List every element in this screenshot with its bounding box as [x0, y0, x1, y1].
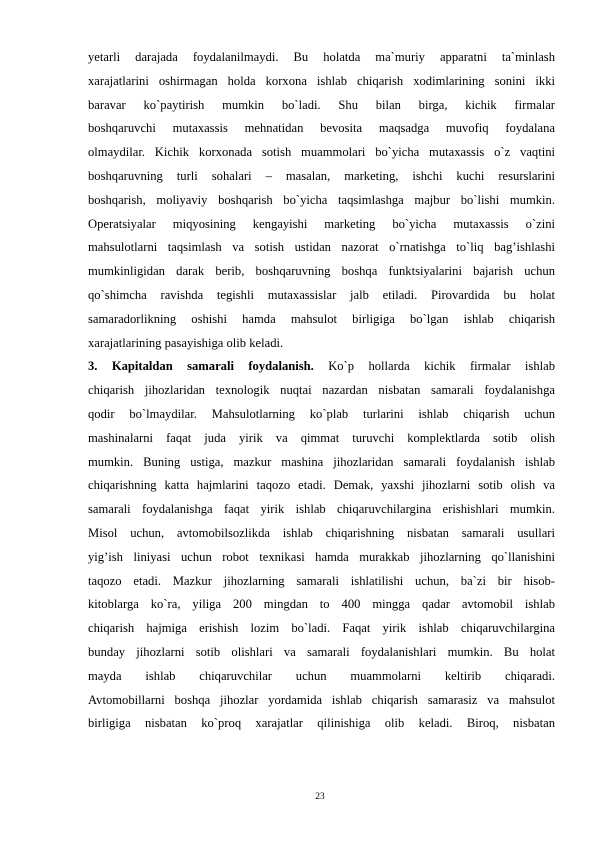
- text-line: xarajatlarini oshirmagan holda korxona ishlab chiqarish xodimlarining sonini ikki: [88, 73, 555, 88]
- text-line: yetarli darajada foydalanilmaydi. Bu holatda ma`muriy apparatni ta`minlash: [88, 50, 555, 64]
- text-line: Operatsiyalar miqyosining kengayishi marketing bo`yicha mutaxassis o`zini: [88, 216, 555, 231]
- text-line: mahsulotlarni taqsimlash va sotish ustidan nazorat o`rnatishga to`liq bag’ishlashi: [88, 240, 555, 255]
- text-line: olmaydilar. Kichik korxonada sotish muammolari bo`yicha mutaxassis o`z vaqtini: [88, 145, 555, 160]
- text-line: kitoblarga ko`ra, yiliga 200 mingdan to 400 mingga qadar avtomobil ishlab: [88, 597, 555, 612]
- text-line: taqozo etadi. Mazkur jihozlarning samarali ishlatilishi uchun, ba`zi bir hisob-: [88, 573, 555, 588]
- text-line: mumkin. Buning ustiga, mazkur mashina jihozlaridan samarali foydalanish ishlab: [88, 454, 555, 469]
- text-line: chiqarishning katta hajmlarini taqozo etadi. Demak, yaxshi jihozlarni sotib olish va: [88, 478, 555, 493]
- body-text: [88, 46, 555, 736]
- text-line: boshqaruvning turli sohalari – masalan, marketing, ishchi kuchi resurslarini: [88, 168, 555, 183]
- text-line: [88, 355, 555, 379]
- page-number: 23: [315, 792, 325, 802]
- text-line: mayda ishlab chiqaruvchilar uchun muammolarni keltirib chiqaradi.: [88, 668, 555, 683]
- text-line: samarali foydalanishga faqat yirik ishlab chiqaruvchilargina erishishlari mumkin.: [88, 502, 555, 517]
- text-line: Avtomobillarni boshqa jihozlar yordamida ishlab chiqarish samarasiz va mahsulot: [88, 692, 555, 707]
- section-heading: 3. Kapitaldan samarali foydalanish.: [88, 359, 314, 374]
- text-line: xarajatlarining pasayishiga olib keladi.: [88, 335, 284, 350]
- text-line: mumkinligidan darak berib, boshqaruvning boshqa funktsiyalarini bajarish uchun: [88, 264, 555, 279]
- text-line: qo`shimcha ravishda tegishli mutaxassislar jalb etiladi. Pirovardida bu holat: [88, 287, 555, 302]
- text-line: yig’ish liniyasi uchun robot texnikasi hamda murakkab jihozlarning qo`llanishini: [88, 549, 555, 564]
- text-line: bunday jihozlarni sotib olishlari va samarali foydalanishlari mumkin. Bu holat: [88, 644, 555, 659]
- text-line: samaradorlikning oshishi hamda mahsulot birligiga bo`lgan ishlab chiqarish: [88, 311, 555, 326]
- text-line: Misol uchun, avtomobilsozlikda ishlab chiqarishning nisbatan samarali usullari: [88, 525, 555, 540]
- text-line: boshqaruvchi mutaxassis mehnatidan bevosita maqsadga muvofiq foydalana: [88, 121, 555, 136]
- text-line: chiqarish jihozlaridan texnologik nuqtai nazardan nisbatan samarali foydalanishga: [88, 383, 555, 398]
- text-line: baravar ko`paytirish mumkin bo`ladi. Shu bilan birga, kichik firmalar: [88, 97, 555, 112]
- text-line: qodir bo`lmaydilar. Mahsulotlarning ko`plab turlarini ishlab chiqarish uchun: [88, 406, 555, 421]
- text-line-content: Ko`p hollarda kichik firmalar ishlab: [313, 359, 555, 374]
- text-line: birligiga nisbatan ko`proq xarajatlar qilinishiga olib keladi. Biroq, nisbatan: [88, 716, 555, 731]
- text-line: chiqarish hajmiga erishish lozim bo`ladi. Faqat yirik ishlab chiqaruvchilargina: [88, 621, 555, 636]
- text-line: mashinalarni faqat juda yirik va qimmat turuvchi komplektlarda sotib olish: [88, 430, 555, 445]
- text-line: boshqarish, moliyaviy boshqarish bo`yicha taqsimlashga majbur bo`lishi mumkin.: [88, 192, 555, 207]
